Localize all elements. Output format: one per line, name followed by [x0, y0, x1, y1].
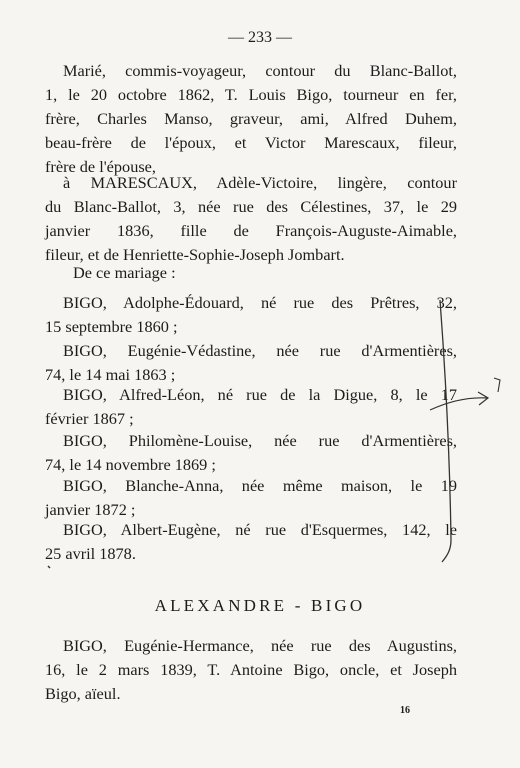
- text-line: BIGO, Albert-Eugène, né rue d'Esquermes, 142, le: [63, 520, 457, 539]
- marriage-bride-paragraph: [45, 171, 457, 267]
- text-line: frère, Charles Manso, graveur, ami, Alfred Duhem,: [45, 109, 457, 128]
- text-line: frère de l'épouse,: [45, 157, 156, 176]
- text-line: du Blanc-Ballot, 3, née rue des Célestines, 37, le 29: [45, 197, 457, 216]
- text-line: fileur, et de Henriette-Sophie-Joseph Jombart.: [45, 245, 345, 264]
- margin-dot: [48, 566, 50, 568]
- child-entry: [45, 291, 457, 339]
- text-line: à MARESCAUX, Adèle-Victoire, lingère, contour: [63, 173, 457, 192]
- text-line: BIGO, Philomène-Louise, née rue d'Armentières,: [63, 431, 457, 450]
- text-line: BIGO, Adolphe-Édouard, né rue des Prêtres, 32,: [63, 293, 457, 312]
- text-line: 25 avril 1878.: [45, 544, 136, 563]
- text-line: BIGO, Eugénie-Védastine, née rue d'Armentières,: [63, 341, 457, 360]
- text-line: BIGO, Alfred-Léon, né rue de la Digue, 8, le 17: [63, 385, 457, 404]
- page-number: — 233 —: [228, 29, 292, 46]
- child-entry: [45, 474, 457, 522]
- child-entry: [45, 383, 457, 431]
- signature-mark: 16: [400, 705, 410, 716]
- text-line: beau-frère de l'époux, et Victor Marescaux, fileur,: [45, 133, 457, 152]
- child-entry: [45, 518, 457, 566]
- text-line: De ce mariage :: [73, 263, 176, 282]
- text-line: 74, le 14 mai 1863 ;: [45, 365, 176, 384]
- text-line: janvier 1872 ;: [45, 500, 136, 519]
- text-line: janvier 1836, fille de François-Auguste-Aimable,: [45, 221, 457, 240]
- marriage-groom-paragraph: [45, 59, 457, 179]
- margin-tick: [494, 378, 500, 392]
- child-entry: [45, 339, 457, 387]
- text-line: 74, le 14 novembre 1869 ;: [45, 455, 216, 474]
- text-line: février 1867 ;: [45, 409, 134, 428]
- text-line: BIGO, Eugénie-Hermance, née rue des Augustins,: [63, 636, 457, 655]
- text-line: Marié, commis-voyageur, contour du Blanc-Ballot,: [63, 61, 457, 80]
- text-line: BIGO, Blanche-Anna, née même maison, le 19: [63, 476, 457, 495]
- children-heading: [45, 261, 457, 285]
- child-entry: [45, 429, 457, 477]
- section-title: ALEXANDRE - BIGO: [154, 596, 366, 615]
- text-line: 1, le 20 octobre 1862, T. Louis Bigo, tourneur en fer,: [45, 85, 457, 104]
- final-paragraph: [45, 634, 457, 706]
- text-line: 15 septembre 1860 ;: [45, 317, 178, 336]
- text-line: Bigo, aïeul.: [45, 684, 121, 703]
- text-line: 16, le 2 mars 1839, T. Antoine Bigo, oncle, et Joseph: [45, 660, 457, 679]
